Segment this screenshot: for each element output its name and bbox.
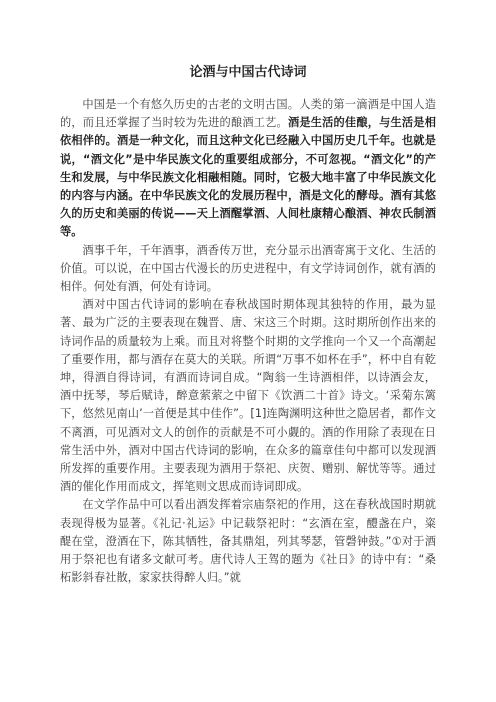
paragraph-2 xyxy=(60,242,436,297)
paragraph-3-text: 酒对中国古代诗词的影响在春秋战国时期体现其独特的作用，最为显著、最为广泛的主要表现在魏晋、唐、宋这三个时期。这时期所创作出来的诗词作品的质量较为上乘。而且对将整个时期的文学推向一个又一个高潮起了重要作用，都与酒存在莫大的关联。所谓“万事不如杯在手”，杯中自有乾坤，得酒自得诗词，有酒而诗词自成。“陶翁一生诗酒相伴，以诗酒会友，酒中抚琴，琴后赋诗，醉意萦萦之中留下《饮酒二十首》诗文。‘采菊东篱下，悠然见南山’一首便是其中佳作”。[1]连陶渊明这种世之隐居者，都作文不离酒，可见酒对文人的创作的贡献是不可小觑的。酒的作用除了表现在日常生活中外，酒对中国古代诗词的影响，在众多的篇章佳句中都可以发现酒所发挥的重要作用。主要表现为酒用于祭祀、庆贺、赠别、解忧等等。通过酒的催化作用而成文，挥笔则文思成而诗词即成。 xyxy=(60,298,436,494)
page-title: 论酒与中国古代诗词 xyxy=(189,65,307,80)
paragraph-3 xyxy=(60,296,436,496)
paragraph-2-text: 酒事千年，千年酒事，酒香传万世，充分显示出酒寄寓于文化、生活的价值。可以说，在中国古代漫长的历史进程中，有文学诗词创作，就有酒的相伴。何处有酒，何处有诗词。 xyxy=(60,243,436,294)
paragraph-4-text: 在文学作品中可以看出酒发挥着宗庙祭祀的作用，这在春秋战国时期就表现得极为显著。《礼记·礼运》中记载祭祀时：“玄酒在室，醴盏在户，粢醍在堂，澄酒在下，陈其牺牲，备其鼎俎，列其琴瑟，管磬钟鼓。”①对于酒用于祭祀也有诸多文献可考。唐代诗人王驾的题为《社日》的诗中有：“桑柘影斜春社散，家家扶得醉人归。”就 xyxy=(60,498,436,585)
paragraph-1-bold-text: 酒是生活的佳酿，与生活是相依相伴的。酒是一种文化，而且这种文化已经融入中国历史几千年。也就是说，“酒文化”是中华民族文化的重要组成部分，不可忽视。“酒文化”的产生和发展，与中华民族文化相融相随。同时，它极大地丰富了中华民族文化的内容与内涵。在中华民族文化的发展历程中，酒是文化的酵母。酒有其悠久的历史和美丽的传说——天上酒醒掌酒、人间杜康精心酿酒、神农氏制酒等。 xyxy=(60,116,436,239)
paragraph-4 xyxy=(60,496,436,587)
paragraph-1-text: 中国是一个有悠久历史的古老的文明古国。人类的第一滴酒是中国人造的，而且还掌握了当时较为先进的酿酒工艺。 xyxy=(60,98,436,130)
paragraph-1 xyxy=(60,96,436,242)
